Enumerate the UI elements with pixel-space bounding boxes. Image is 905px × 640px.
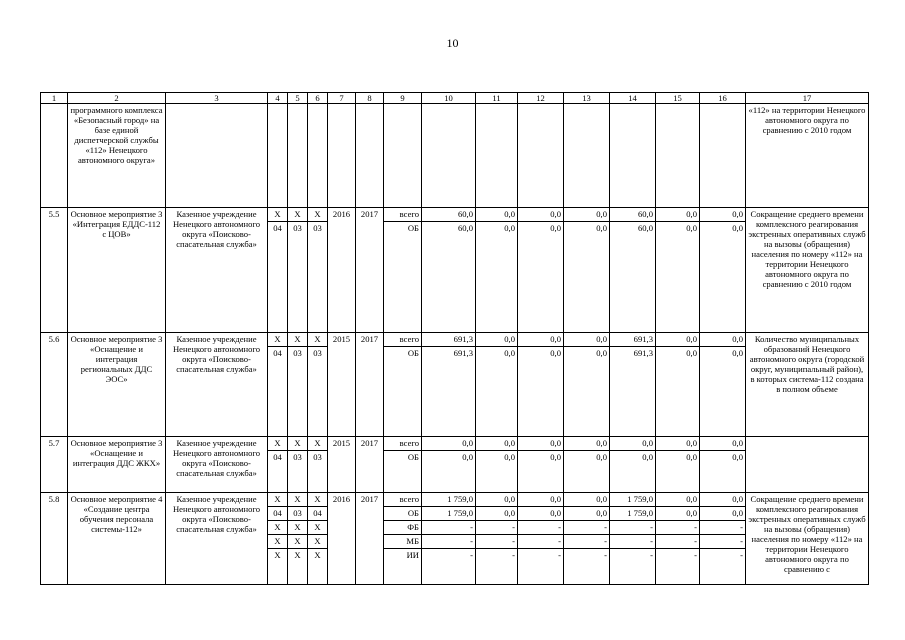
amount-cell: 691,3 — [610, 333, 656, 347]
funding-source-cell: всего — [384, 333, 422, 347]
amount-cell: 0,0 — [564, 437, 610, 451]
amount-cell: 0,0 — [476, 222, 518, 333]
amount-cell: 1 759,0 — [422, 507, 476, 521]
executor-cell: Казенное учреждение Ненецкого автономного округа «Поисково-спасательная служба» — [166, 208, 268, 333]
funding-source-cell: МБ — [384, 535, 422, 549]
empty-cell — [384, 104, 422, 208]
budget-code-cell: Х — [288, 535, 308, 549]
amount-cell: - — [518, 521, 564, 535]
empty-cell — [308, 104, 328, 208]
empty-cell — [422, 104, 476, 208]
column-header: 1 — [41, 93, 68, 104]
amount-cell: 0,0 — [656, 507, 700, 521]
amount-cell: 0,0 — [564, 451, 610, 493]
budget-code-cell: 04 — [268, 451, 288, 493]
amount-cell: 0,0 — [518, 507, 564, 521]
event-row — [41, 493, 869, 507]
continuation-row — [41, 104, 869, 208]
amount-cell: - — [422, 535, 476, 549]
event-name-cell: Основное мероприятие 3 «Оснащение и интеграция региональных ДДС ЭОС» — [68, 333, 166, 437]
start-year-cell: 2015 — [328, 333, 356, 437]
event-name-cell: Основное мероприятие 4 «Создание центра обучения персонала системы-112» — [68, 493, 166, 585]
budget-code-cell: 03 — [288, 451, 308, 493]
funding-source-cell: ОБ — [384, 347, 422, 437]
amount-cell: 1 759,0 — [610, 507, 656, 521]
amount-cell: 0,0 — [422, 451, 476, 493]
budget-code-cell: Х — [268, 549, 288, 585]
budget-code-cell: Х — [288, 437, 308, 451]
amount-cell: - — [518, 549, 564, 585]
budget-code-cell: Х — [288, 549, 308, 585]
column-header: 13 — [564, 93, 610, 104]
funding-source-cell: ИИ — [384, 549, 422, 585]
amount-cell: 691,3 — [422, 333, 476, 347]
amount-cell: - — [564, 521, 610, 535]
amount-cell: - — [700, 521, 746, 535]
amount-cell: - — [610, 521, 656, 535]
budget-code-cell: 03 — [308, 451, 328, 493]
amount-cell: 0,0 — [700, 333, 746, 347]
row-number-cell: 5.8 — [41, 493, 68, 585]
amount-cell: 0,0 — [656, 347, 700, 437]
end-year-cell: 2017 — [356, 493, 384, 585]
amount-cell: 0,0 — [656, 208, 700, 222]
amount-cell: 1 759,0 — [610, 493, 656, 507]
amount-cell: 0,0 — [476, 437, 518, 451]
row-number-cell: 5.5 — [41, 208, 68, 333]
end-year-cell: 2017 — [356, 437, 384, 493]
funding-source-cell: всего — [384, 208, 422, 222]
event-row — [41, 437, 869, 451]
amount-cell: 0,0 — [476, 347, 518, 437]
budget-code-cell: 04 — [308, 507, 328, 521]
amount-cell: 0,0 — [422, 437, 476, 451]
budget-code-cell: 03 — [288, 347, 308, 437]
amount-cell: 60,0 — [422, 208, 476, 222]
event-name-cell: Основное мероприятие 3 «Оснащение и интеграция ДДС ЖКХ» — [68, 437, 166, 493]
amount-cell: 0,0 — [700, 208, 746, 222]
budget-code-cell: Х — [268, 535, 288, 549]
column-header: 11 — [476, 93, 518, 104]
end-year-cell: 2017 — [356, 333, 384, 437]
budget-code-cell: Х — [288, 493, 308, 507]
budget-code-cell: Х — [308, 549, 328, 585]
amount-cell: - — [518, 535, 564, 549]
amount-cell: 0,0 — [564, 208, 610, 222]
funding-source-cell: ОБ — [384, 451, 422, 493]
budget-code-cell: Х — [268, 521, 288, 535]
amount-cell: 1 759,0 — [422, 493, 476, 507]
program-table — [40, 92, 869, 585]
amount-cell: 0,0 — [610, 437, 656, 451]
amount-cell: - — [476, 535, 518, 549]
amount-cell: 0,0 — [610, 451, 656, 493]
budget-code-cell: Х — [308, 208, 328, 222]
budget-code-cell: Х — [268, 493, 288, 507]
funding-source-cell: всего — [384, 493, 422, 507]
empty-cell — [700, 104, 746, 208]
amount-cell: 0,0 — [700, 493, 746, 507]
event-row — [41, 333, 869, 347]
amount-cell: 0,0 — [518, 451, 564, 493]
column-header: 6 — [308, 93, 328, 104]
empty-cell — [288, 104, 308, 208]
start-year-cell: 2015 — [328, 437, 356, 493]
column-header: 9 — [384, 93, 422, 104]
column-header: 10 — [422, 93, 476, 104]
empty-cell — [518, 104, 564, 208]
result-indicator-cell: Сокращение среднего времени комплексного реагирования экстренных оперативных служб на вызовы (обращения) населения по номеру «112» на территории Ненецкого автономного округа по сравнению с 2010 годом — [746, 208, 869, 333]
empty-cell — [166, 104, 268, 208]
result-indicator-cell: Количество муниципальных образований Ненецкого автономного округа (городской округ, муниципальный район), в которых система-112 создана в полном объеме — [746, 333, 869, 437]
amount-cell: - — [610, 549, 656, 585]
budget-code-cell: 04 — [268, 507, 288, 521]
column-header: 8 — [356, 93, 384, 104]
budget-code-cell: Х — [268, 333, 288, 347]
empty-cell — [356, 104, 384, 208]
budget-code-cell: Х — [308, 535, 328, 549]
amount-cell: - — [700, 549, 746, 585]
event-name-cell: Основное мероприятие 3 «Интеграция ЕДДС-112 с ЦОВ» — [68, 208, 166, 333]
end-year-cell: 2017 — [356, 208, 384, 333]
budget-code-cell: Х — [288, 521, 308, 535]
amount-cell: - — [422, 521, 476, 535]
amount-cell: - — [564, 535, 610, 549]
budget-code-cell: Х — [288, 333, 308, 347]
budget-code-cell: 04 — [268, 222, 288, 333]
amount-cell: 0,0 — [564, 507, 610, 521]
amount-cell: 0,0 — [564, 347, 610, 437]
row-number-cell: 5.7 — [41, 437, 68, 493]
amount-cell: 0,0 — [476, 507, 518, 521]
amount-cell: 691,3 — [610, 347, 656, 437]
budget-code-cell: Х — [308, 493, 328, 507]
amount-cell: 0,0 — [518, 222, 564, 333]
result-cell: «112» на территории Ненецкого автономного округа по сравнению с 2010 годом — [746, 104, 869, 208]
amount-cell: - — [422, 549, 476, 585]
budget-code-cell: Х — [308, 521, 328, 535]
budget-code-cell: Х — [268, 437, 288, 451]
result-indicator-cell — [746, 437, 869, 493]
funding-source-cell: ОБ — [384, 507, 422, 521]
amount-cell: 0,0 — [656, 333, 700, 347]
column-header: 3 — [166, 93, 268, 104]
amount-cell: 0,0 — [656, 222, 700, 333]
amount-cell: 0,0 — [518, 208, 564, 222]
budget-code-cell: 03 — [308, 222, 328, 333]
amount-cell: 691,3 — [422, 347, 476, 437]
empty-cell — [476, 104, 518, 208]
amount-cell: 60,0 — [422, 222, 476, 333]
empty-cell — [610, 104, 656, 208]
empty-cell — [564, 104, 610, 208]
amount-cell: - — [656, 521, 700, 535]
budget-code-cell: 04 — [268, 347, 288, 437]
budget-code-cell: Х — [308, 437, 328, 451]
event-name-cell: программного комплекса «Безопасный город» на базе единой диспетчерской службы «112» Ненецкого автономного округа» — [68, 104, 166, 208]
amount-cell: - — [610, 535, 656, 549]
budget-code-cell: 03 — [288, 507, 308, 521]
amount-cell: 0,0 — [700, 347, 746, 437]
amount-cell: - — [700, 535, 746, 549]
budget-code-cell: Х — [268, 208, 288, 222]
amount-cell: 0,0 — [518, 437, 564, 451]
amount-cell: - — [476, 549, 518, 585]
amount-cell: 60,0 — [610, 208, 656, 222]
event-row — [41, 208, 869, 222]
amount-cell: 0,0 — [564, 222, 610, 333]
row-number-cell: 5.6 — [41, 333, 68, 437]
amount-cell: 0,0 — [700, 222, 746, 333]
empty-cell — [328, 104, 356, 208]
column-header: 16 — [700, 93, 746, 104]
column-header: 5 — [288, 93, 308, 104]
executor-cell: Казенное учреждение Ненецкого автономного округа «Поисково-спасательная служба» — [166, 493, 268, 585]
amount-cell: 0,0 — [700, 437, 746, 451]
funding-source-cell: ОБ — [384, 222, 422, 333]
funding-source-cell: ФБ — [384, 521, 422, 535]
column-header: 14 — [610, 93, 656, 104]
column-header: 4 — [268, 93, 288, 104]
amount-cell: 0,0 — [476, 451, 518, 493]
amount-cell: 0,0 — [700, 507, 746, 521]
column-header: 7 — [328, 93, 356, 104]
budget-code-cell: Х — [308, 333, 328, 347]
empty-cell — [268, 104, 288, 208]
column-header: 15 — [656, 93, 700, 104]
column-header: 2 — [68, 93, 166, 104]
row-number-cell — [41, 104, 68, 208]
start-year-cell: 2016 — [328, 208, 356, 333]
amount-cell: 0,0 — [656, 451, 700, 493]
amount-cell: 0,0 — [518, 333, 564, 347]
amount-cell: - — [476, 521, 518, 535]
amount-cell: 0,0 — [656, 493, 700, 507]
amount-cell: - — [656, 549, 700, 585]
column-header: 17 — [746, 93, 869, 104]
budget-code-cell: 03 — [308, 347, 328, 437]
column-header: 12 — [518, 93, 564, 104]
amount-cell: 0,0 — [564, 493, 610, 507]
executor-cell: Казенное учреждение Ненецкого автономного округа «Поисково-спасательная служба» — [166, 437, 268, 493]
amount-cell: 0,0 — [476, 493, 518, 507]
amount-cell: 0,0 — [656, 437, 700, 451]
result-indicator-cell: Сокращение среднего времени комплексного реагирования экстренных оперативных служб на вызовы (обращения) населения по номеру «112» на территории Ненецкого автономного округа по сравнению с — [746, 493, 869, 585]
empty-cell — [656, 104, 700, 208]
executor-cell: Казенное учреждение Ненецкого автономного округа «Поисково-спасательная служба» — [166, 333, 268, 437]
amount-cell: 0,0 — [518, 347, 564, 437]
amount-cell: 0,0 — [476, 208, 518, 222]
amount-cell: - — [656, 535, 700, 549]
budget-code-cell: 03 — [288, 222, 308, 333]
page-number: 10 — [446, 36, 459, 50]
amount-cell: 0,0 — [700, 451, 746, 493]
amount-cell: - — [564, 549, 610, 585]
funding-source-cell: всего — [384, 437, 422, 451]
budget-code-cell: Х — [288, 208, 308, 222]
amount-cell: 0,0 — [564, 333, 610, 347]
amount-cell: 60,0 — [610, 222, 656, 333]
amount-cell: 0,0 — [518, 493, 564, 507]
column-number-row — [41, 93, 869, 104]
start-year-cell: 2016 — [328, 493, 356, 585]
amount-cell: 0,0 — [476, 333, 518, 347]
